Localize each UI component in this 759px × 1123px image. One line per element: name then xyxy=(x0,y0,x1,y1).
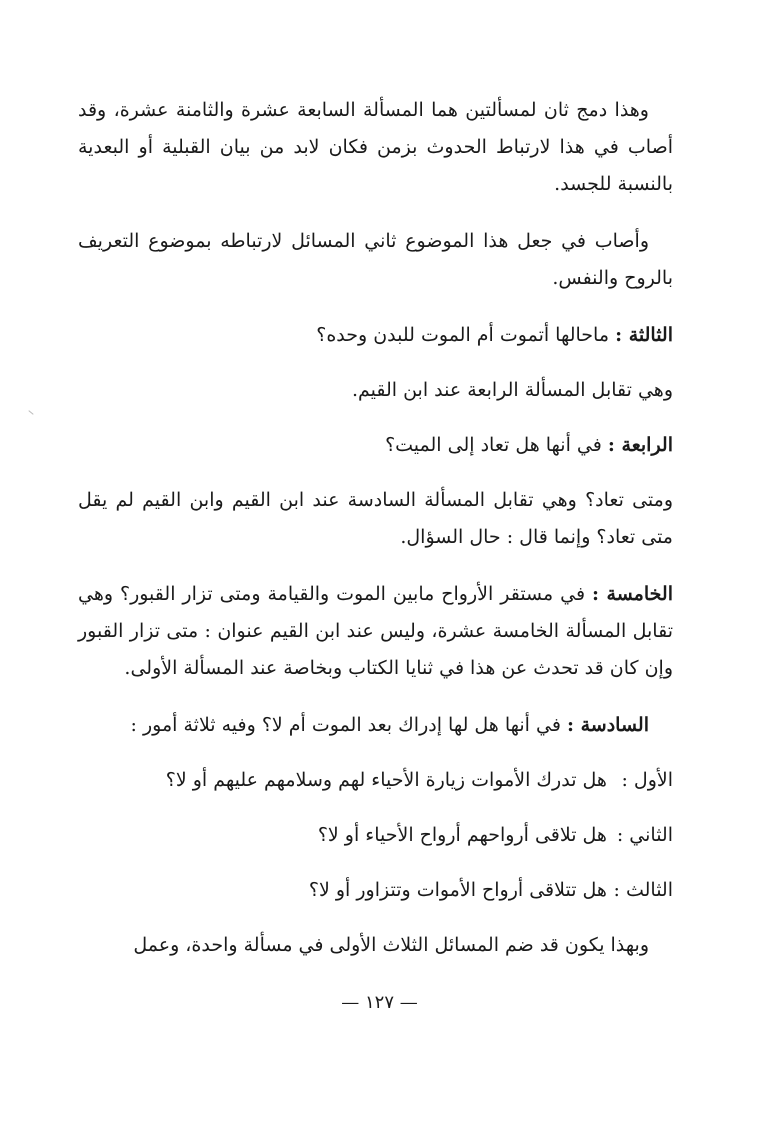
page-body xyxy=(78,92,673,984)
section-sixth-label: السادسة : xyxy=(566,714,649,736)
page-number: — ١٢٧ — xyxy=(341,992,418,1013)
section-sixth xyxy=(78,707,673,744)
section-third-label: الثالثة : xyxy=(615,324,673,346)
scan-mark xyxy=(28,410,33,415)
list-item-text: هل تدرك الأموات زيارة الأحياء لهم وسلامهم عليهم أو لا؟ xyxy=(165,769,607,791)
paragraph-fourth-note: ومتى تعاد؟ وهي تقابل المسألة السادسة عند ابن القيم وابن القيم لم يقل متى تعاد؟ وإنما قال : حال السؤال. xyxy=(78,489,673,548)
list-item-text: هل تلاقى أرواحهم أرواح الأحياء أو لا؟ xyxy=(317,824,607,846)
section-fifth-text: في مستقر الأرواح مابين الموت والقيامة ومتى تزار القبور؟ وهي تقابل المسألة الخامسة عشرة، وليس عند ابن القيم عنوان : متى تزار القبور وإن كان قد تحدث عن هذا في ثنايا الكتاب وبخاصة عند المسألة الأولى. xyxy=(78,583,673,679)
list-item xyxy=(78,872,673,909)
section-fifth xyxy=(78,576,673,687)
section-fourth-text: في أنها هل تعاد إلى الميت؟ xyxy=(385,434,602,456)
list-item-text: هل تتلاقى أرواح الأموات وتتزاور أو لا؟ xyxy=(308,879,607,901)
list-item-label: الثالث : xyxy=(613,879,673,901)
section-fifth-label: الخامسة : xyxy=(592,583,673,605)
list-item xyxy=(78,817,673,854)
section-third-text: ماحالها أتموت أم الموت للبدن وحده؟ xyxy=(316,324,610,346)
paragraph-closing: وبهذا يكون قد ضم المسائل الثلاث الأولى في مسألة واحدة، وعمل xyxy=(133,934,649,956)
section-third xyxy=(78,317,673,354)
section-fourth-label: الرابعة : xyxy=(607,434,673,456)
list-item xyxy=(78,762,673,799)
paragraph-third-note: وهي تقابل المسألة الرابعة عند ابن القيم. xyxy=(351,379,673,401)
paragraph-second-issue: وأصاب في جعل هذا الموضوع ثاني المسائل لارتباطه بموضوع التعريف بالروح والنفس. xyxy=(78,230,673,289)
list-item-label: الثاني : xyxy=(616,824,673,846)
section-fourth xyxy=(78,427,673,464)
paragraph-merge-17-18: وهذا دمج ثان لمسألتين هما المسألة السابعة عشرة والثامنة عشرة، وقد أصاب في هذا لارتباط الحدوث بزمن فكان لابد من بيان القبلية أو البعدية بالنسبة للجسد. xyxy=(78,99,673,195)
list-item-label: الأول : xyxy=(621,769,673,791)
section-sixth-text: في أنها هل لها إدراك بعد الموت أم لا؟ وفيه ثلاثة أمور : xyxy=(130,714,561,736)
